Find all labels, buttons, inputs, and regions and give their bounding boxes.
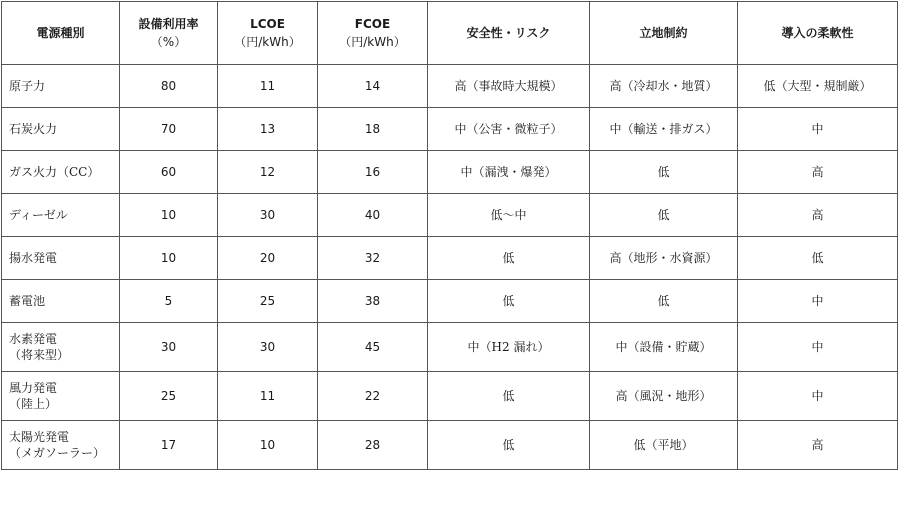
header-unit: （円/kWh）: [339, 35, 406, 49]
safety-risk-cell: 低: [428, 237, 590, 280]
power-source-name-cell: [2, 194, 120, 237]
power-source-note: （将来型）: [9, 348, 70, 362]
flexibility-cell: 低（大型・規制厳）: [738, 65, 898, 108]
utilization-cell: 17: [120, 421, 218, 470]
lcoe-cell: 30: [218, 323, 318, 372]
header-label: 安全性・リスク: [466, 26, 551, 40]
power-source-name-cell: [2, 65, 120, 108]
header-location-constraint: [590, 2, 738, 65]
utilization-cell: 30: [120, 323, 218, 372]
safety-risk-cell: 低: [428, 372, 590, 421]
header-label: FCOE: [354, 17, 391, 31]
fcoe-cell: 28: [318, 421, 428, 470]
header-label: 導入の柔軟性: [781, 26, 854, 40]
safety-risk-cell: 中（H2 漏れ）: [428, 323, 590, 372]
power-source-comparison-table: [1, 1, 898, 470]
table-row: [2, 108, 898, 151]
header-fcoe: [318, 2, 428, 65]
power-source-name: 蓄電池: [9, 294, 46, 308]
header-label: 立地制約: [639, 26, 688, 40]
location-constraint-cell: 低: [590, 280, 738, 323]
power-source-note: （陸上）: [9, 397, 58, 411]
utilization-cell: 70: [120, 108, 218, 151]
table-row: [2, 323, 898, 372]
table-row: [2, 237, 898, 280]
safety-risk-cell: 高（事故時大規模）: [428, 65, 590, 108]
safety-risk-cell: 低: [428, 421, 590, 470]
lcoe-cell: 10: [218, 421, 318, 470]
power-source-note: （メガソーラー）: [9, 446, 106, 460]
power-source-name-cell: [2, 237, 120, 280]
power-source-name: 原子力: [9, 79, 46, 93]
power-source-name: 揚水発電: [9, 251, 58, 265]
table-row: [2, 65, 898, 108]
header-row: [2, 2, 898, 65]
location-constraint-cell: 低（平地）: [590, 421, 738, 470]
lcoe-cell: 25: [218, 280, 318, 323]
flexibility-cell: 中: [738, 108, 898, 151]
flexibility-cell: 中: [738, 280, 898, 323]
power-source-name-cell: [2, 372, 120, 421]
fcoe-cell: 22: [318, 372, 428, 421]
power-source-name: ガス火力（CC）: [9, 165, 100, 179]
header-unit: （%）: [150, 35, 187, 49]
flexibility-cell: 中: [738, 323, 898, 372]
utilization-cell: 10: [120, 237, 218, 280]
utilization-cell: 10: [120, 194, 218, 237]
location-constraint-cell: 低: [590, 194, 738, 237]
header-label: 電源種別: [36, 26, 85, 40]
flexibility-cell: 高: [738, 421, 898, 470]
location-constraint-cell: 中（輸送・排ガス）: [590, 108, 738, 151]
fcoe-cell: 18: [318, 108, 428, 151]
location-constraint-cell: 低: [590, 151, 738, 194]
power-source-comparison-table-container: [1, 1, 898, 470]
header-safety-risk: [428, 2, 590, 65]
safety-risk-cell: 低〜中: [428, 194, 590, 237]
fcoe-cell: 45: [318, 323, 428, 372]
header-label: 設備利用率: [138, 17, 199, 31]
fcoe-cell: 40: [318, 194, 428, 237]
header-power-source-type: [2, 2, 120, 65]
flexibility-cell: 中: [738, 372, 898, 421]
flexibility-cell: 高: [738, 194, 898, 237]
power-source-name-cell: [2, 151, 120, 194]
safety-risk-cell: 中（公害・微粒子）: [428, 108, 590, 151]
table-row: [2, 280, 898, 323]
power-source-name: 風力発電: [9, 381, 58, 395]
header-utilization-rate: [120, 2, 218, 65]
flexibility-cell: 低: [738, 237, 898, 280]
header-flexibility: [738, 2, 898, 65]
utilization-cell: 5: [120, 280, 218, 323]
location-constraint-cell: 高（地形・水資源）: [590, 237, 738, 280]
fcoe-cell: 38: [318, 280, 428, 323]
power-source-name: ディーゼル: [9, 208, 68, 222]
header-unit: （円/kWh）: [234, 35, 301, 49]
power-source-name: 石炭火力: [9, 122, 58, 136]
lcoe-cell: 30: [218, 194, 318, 237]
table-row: [2, 151, 898, 194]
power-source-name: 太陽光発電: [9, 430, 70, 444]
power-source-name-cell: [2, 421, 120, 470]
lcoe-cell: 11: [218, 65, 318, 108]
header-lcoe: [218, 2, 318, 65]
utilization-cell: 25: [120, 372, 218, 421]
lcoe-cell: 13: [218, 108, 318, 151]
utilization-cell: 80: [120, 65, 218, 108]
power-source-name: 水素発電: [9, 332, 58, 346]
location-constraint-cell: 高（冷却水・地質）: [590, 65, 738, 108]
fcoe-cell: 32: [318, 237, 428, 280]
table-row: [2, 421, 898, 470]
safety-risk-cell: 中（漏洩・爆発）: [428, 151, 590, 194]
power-source-name-cell: [2, 108, 120, 151]
table-row: [2, 372, 898, 421]
flexibility-cell: 高: [738, 151, 898, 194]
fcoe-cell: 16: [318, 151, 428, 194]
safety-risk-cell: 低: [428, 280, 590, 323]
lcoe-cell: 11: [218, 372, 318, 421]
table-row: [2, 194, 898, 237]
utilization-cell: 60: [120, 151, 218, 194]
power-source-name-cell: [2, 280, 120, 323]
location-constraint-cell: 高（風況・地形）: [590, 372, 738, 421]
header-label: LCOE: [250, 17, 285, 31]
fcoe-cell: 14: [318, 65, 428, 108]
lcoe-cell: 12: [218, 151, 318, 194]
location-constraint-cell: 中（設備・貯蔵）: [590, 323, 738, 372]
table-body: [2, 65, 898, 470]
lcoe-cell: 20: [218, 237, 318, 280]
power-source-name-cell: [2, 323, 120, 372]
